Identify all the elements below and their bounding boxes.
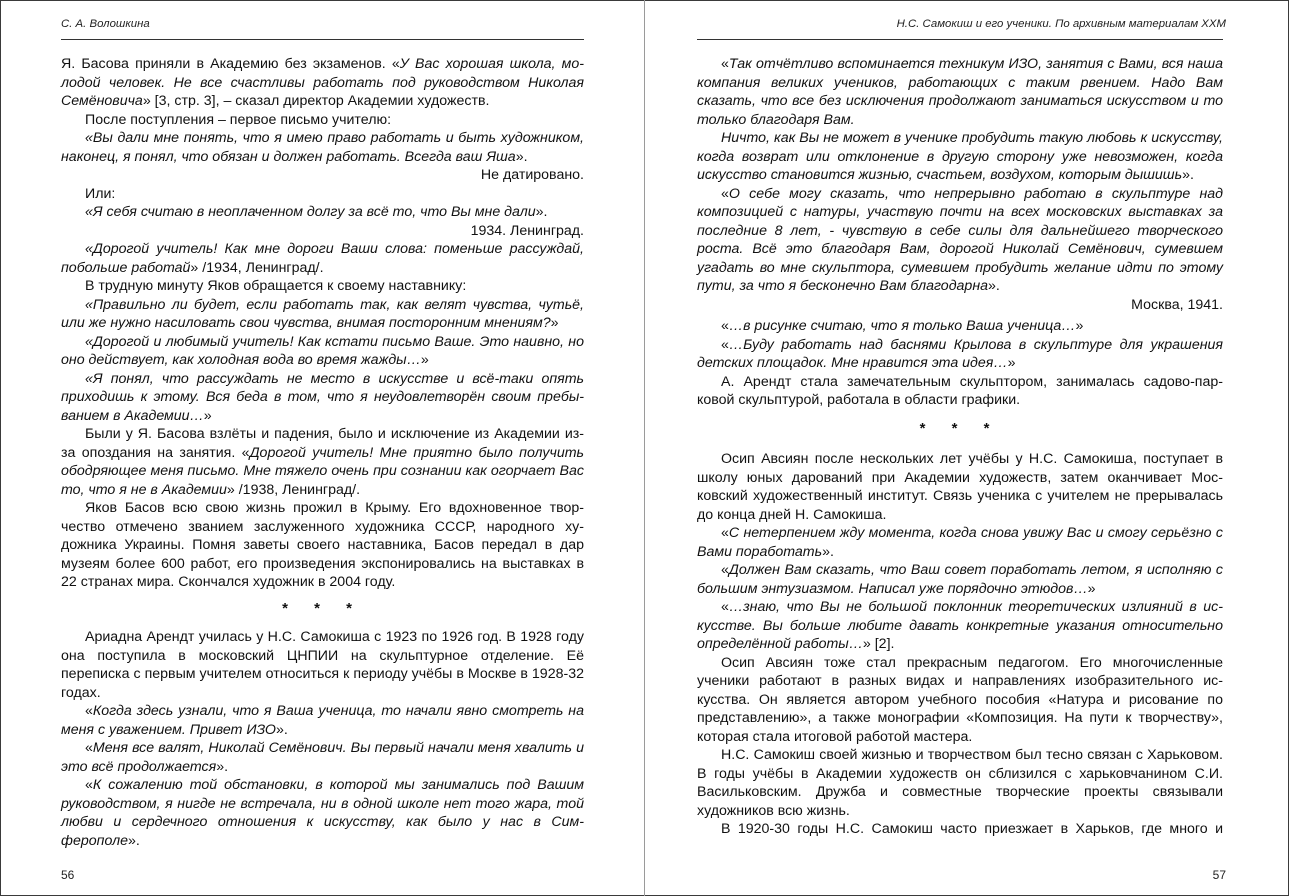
letter-quote: «Дорогой и любимый учитель! Как кстати письмо Ваше. Это наивно, но оно действует, как холодная вода во время жажды…» bbox=[61, 333, 584, 368]
paragraph: Н.С. Самокиш своей жизнью и творчеством был тесно связан с Харьковом. В годы учёбы в Академии художеств он сблизился с харьковчанином С.И. Васильковским. Дружба и совместные творческие проекты связывали художников всю жизнь. bbox=[697, 747, 1223, 819]
paragraph: Были у Я. Басова взлёты и падения, было и исключение из Академии из-за опоздания на занятия. «Дорогой учитель! Мне приятно было получить ободряющее меня письмо. Мне тяжело очень при сознании как огорчает Вас то, что я не в Академии» /1938, Ленинград/. bbox=[61, 426, 584, 498]
letter-quote: Ничто, как Вы не может в ученике пробудить такую любовь к искусству, когда возврат или отклонение в другую сторону уже невозможен, когда искусство становится жизнью, счастьем, воздухом, которым дышишь». bbox=[697, 130, 1223, 183]
letter-quote: «Я понял, что рассуждать не место в искусстве и всё-таки опять приходишь к этому. Вся беда в том, что я неудовлетворён своим пребыванием в Академии…» bbox=[61, 370, 584, 424]
letter-quote: «…знаю, что Вы не большой поклонник теоретических излияний в искусстве. Вы больше любите давать конкретные указания относительно определённой работы…» [2]. bbox=[697, 599, 1223, 652]
letter-quote: «Я себя считаю в неоплаченном долгу за всё то, что Вы мне дали». bbox=[85, 204, 548, 220]
letter-quote: «Должен Вам сказать, что Ваш совет поработать летом, я исполняю с большим энтузиазмом. Написал уже порядочно этюдов…» bbox=[697, 562, 1223, 597]
section-separator: * * * bbox=[919, 419, 1001, 437]
letter-date: Москва, 1941. bbox=[1131, 296, 1223, 313]
paragraph: А. Арендт стала замечательным скульптором, занималась садово-парковой скульптурой, работала в области графики. bbox=[697, 373, 1223, 408]
letter-quote: «Дорогой учитель! Как мне дороги Ваши слова: поменьше рассуждай, побольше работай» /1934, Ленинград/. bbox=[61, 241, 584, 276]
letter-quote: «Так отчётливо вспоминается техникум ИЗО, занятия с Вами, вся наша компания великих учеников, работающих с таким рвением. Надо Вам сказать, что все без исключения продолжают заниматься искусством и то только благодаря Вам. bbox=[697, 56, 1223, 128]
left-text-block bbox=[61, 55, 584, 850]
right-running-head: Н.С. Самокиш и его ученики. По архивным материалам ХХМ bbox=[896, 18, 1226, 30]
left-page-number: 56 bbox=[61, 868, 75, 882]
paragraph: Или: bbox=[85, 185, 116, 202]
paragraph: После поступления – первое письмо учителю: bbox=[85, 111, 392, 128]
letter-quote: «…Буду работать над баснями Крылова в скульптуре для украшения детских площадок. Мне нравится эта идея…» bbox=[697, 336, 1223, 371]
letter-quote: «Правильно ли будет, если работать так, как велят чувства, чутьё, или же нужно насиловать свои чувства, внимая посторонним мнениям?» bbox=[61, 296, 584, 331]
paragraph: В трудную минуту Яков обращается к своему наставнику: bbox=[85, 278, 467, 294]
right-text-block bbox=[697, 55, 1223, 839]
letter-quote: «С нетерпением жду момента, когда снова увижу Вас и смогу серьёзно с Вами поработать». bbox=[697, 525, 1223, 560]
letter-quote: «О себе могу сказать, что непрерывно работаю в скульптуре над композицией с натуры, участвую почти на всех московских выставках за последние 8 лет, - чувствую в себе силы для дальнейшего творческого роста. Всё это благодаря Вам, дорогой Николай Семёнович, сумевшем угадать во мне скульптора, сумевшем пробудить желание идти по этому пути, за что я бесконечно Вам благодарна». bbox=[697, 185, 1223, 294]
left-running-head: С. А. Волошкина bbox=[61, 18, 150, 30]
letter-quote: «Меня все валят, Николай Семёнович. Вы первый начали меня хвалить и это всё продолжается». bbox=[61, 740, 584, 775]
paragraph: Ариадна Арендт училась у Н.С. Самокиша с 1923 по 1926 год. В 1928 году она поступила в московский ЦНПИИ на скульптурное отделение. Её переписка с первым учителем относиться к периоду учёбы в Москве в 1928-32 годах. bbox=[61, 629, 584, 701]
paragraph: Яков Басов всю свою жизнь прожил в Крыму. Его вдохновенное творчество отмечено званием заслуженного художника СССР, народного художника Украины. Помня заветы своего наставника, Басов передал в дар музеям более 600 работ, его произведения экспонировались на выставках в 22 странах мира. Скончался художник в 2004 году. bbox=[61, 500, 584, 590]
letter-quote: «Когда здесь узнали, что я Ваша ученица, то начали явно смотреть на меня с уважением. Привет ИЗО». bbox=[61, 703, 584, 738]
letter-quote: «К сожалению той обстановки, в которой мы занимались под Вашим руководством, я нигде не встречала, ни в одной школе нет того жара, той любви и сердечного отношения к искусству, как было у нас в Симферополе». bbox=[61, 777, 584, 849]
left-header-rule bbox=[61, 39, 584, 40]
right-page-number: 57 bbox=[1212, 868, 1226, 882]
paragraph: Осип Авсиян после нескольких лет учёбы у Н.С. Самокиша, поступает в школу юных дарований при Академии художеств, затем оканчивает Московский художественный институт. Связь ученика с учителем не прерывалась до конца дней Н. Самокиша. bbox=[697, 451, 1223, 523]
right-header-rule bbox=[697, 39, 1223, 40]
letter-date: Не датировано. bbox=[480, 167, 584, 183]
letter-quote: «…в рисунке считаю, что я только Ваша ученица…» bbox=[721, 318, 1084, 334]
section-separator: * * * bbox=[282, 599, 363, 617]
right-page bbox=[645, 0, 1289, 896]
left-page bbox=[0, 0, 644, 896]
paragraph: Я. Басова приняли в Академию без экзаменов. «У Вас хорошая школа, молодой человек. Не все счастливы работать под руководством Николая Семёновича» [3, стр. 3], – сказал директор Академии художеств. bbox=[61, 56, 584, 109]
paragraph: В 1920-30 годы Н.С. Самокиш часто приезжает в Харьков, где много и bbox=[721, 821, 1223, 837]
letter-date: 1934. Ленинград. bbox=[470, 222, 584, 239]
letter-quote: «Вы дали мне понять, что я имею право работать и быть художником, наконец, я понял, что обязан и должен работать. Всегда ваш Яша». bbox=[61, 130, 584, 165]
paragraph: Осип Авсиян тоже стал прекрасным педагогом. Его многочисленные ученики работают в разных видах и направлениях изобразительного искусства. Он является автором учебного пособия «Натура и рисование по представлению», а также монографии «Композиция. На пути к творчеству», которая стала итоговой работой мастера. bbox=[697, 654, 1223, 745]
